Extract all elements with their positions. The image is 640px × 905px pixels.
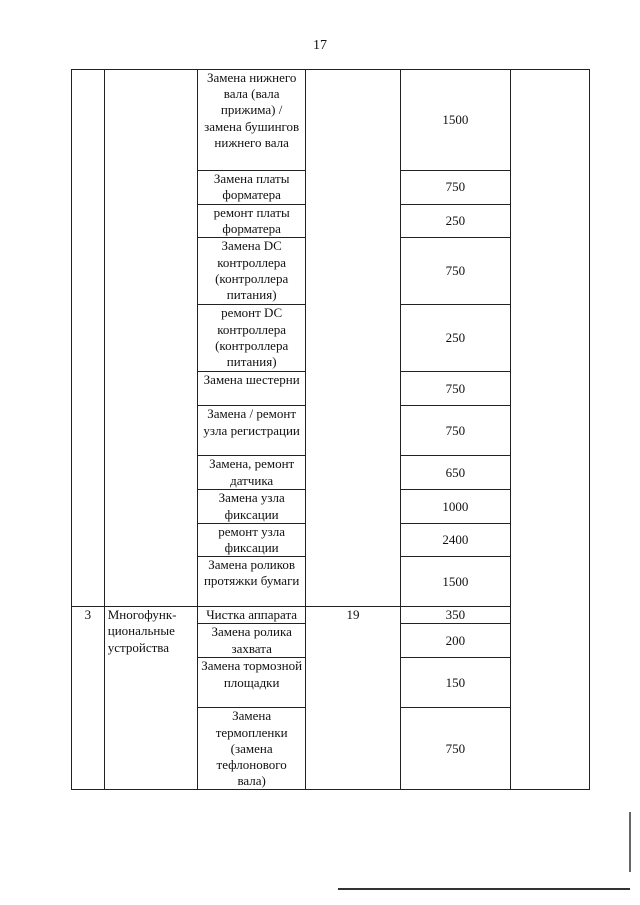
work-cell: ремонт платы форматера	[197, 205, 306, 238]
category-cell: Многофунк-циональные устройства	[104, 607, 197, 790]
price-cell: 1500	[400, 557, 511, 607]
work-cell: Замена, ремонт датчика	[197, 456, 306, 490]
work-cell: Замена роликов протяжки бумаги	[197, 557, 306, 607]
scan-edge-mark	[629, 812, 631, 872]
price-cell: 200	[400, 624, 511, 658]
work-cell: Чистка аппарата	[197, 607, 306, 624]
work-cell: Замена / ремонт узла регистрации	[197, 406, 306, 456]
price-cell: 1000	[400, 490, 511, 523]
work-cell: ремонт узла фиксации	[197, 523, 306, 556]
price-cell: 150	[400, 658, 511, 708]
price-cell: 750	[400, 406, 511, 456]
work-cell: Замена узла фиксации	[197, 490, 306, 523]
work-cell: ремонт DC контроллера (контроллера питания)	[197, 305, 306, 372]
row-number: 3	[72, 607, 105, 790]
work-cell: Замена ролика захвата	[197, 624, 306, 658]
work-cell: Замена тормозной площадки	[197, 658, 306, 708]
price-cell: 750	[400, 708, 511, 790]
price-cell: 750	[400, 238, 511, 305]
price-cell: 750	[400, 171, 511, 205]
table-row	[72, 70, 590, 171]
work-cell: Замена шестерни	[197, 372, 306, 406]
services-table	[71, 69, 590, 790]
work-cell: Замена платы форматера	[197, 171, 306, 205]
price-cell: 650	[400, 456, 511, 490]
price-cell: 750	[400, 372, 511, 406]
work-cell: Замена нижнего вала (вала прижима) / замена бушингов нижнего вала	[197, 70, 306, 171]
quantity-cell: 19	[306, 607, 400, 790]
price-cell: 1500	[400, 70, 511, 171]
price-cell: 250	[400, 205, 511, 238]
price-cell: 2400	[400, 523, 511, 556]
price-cell: 250	[400, 305, 511, 372]
work-cell: Замена DC контроллера (контроллера питания)	[197, 238, 306, 305]
page-number: 17	[313, 38, 327, 53]
price-cell: 350	[400, 607, 511, 624]
scan-bottom-line	[338, 888, 630, 890]
work-cell: Замена термопленки (замена тефлонового вала)	[197, 708, 306, 790]
